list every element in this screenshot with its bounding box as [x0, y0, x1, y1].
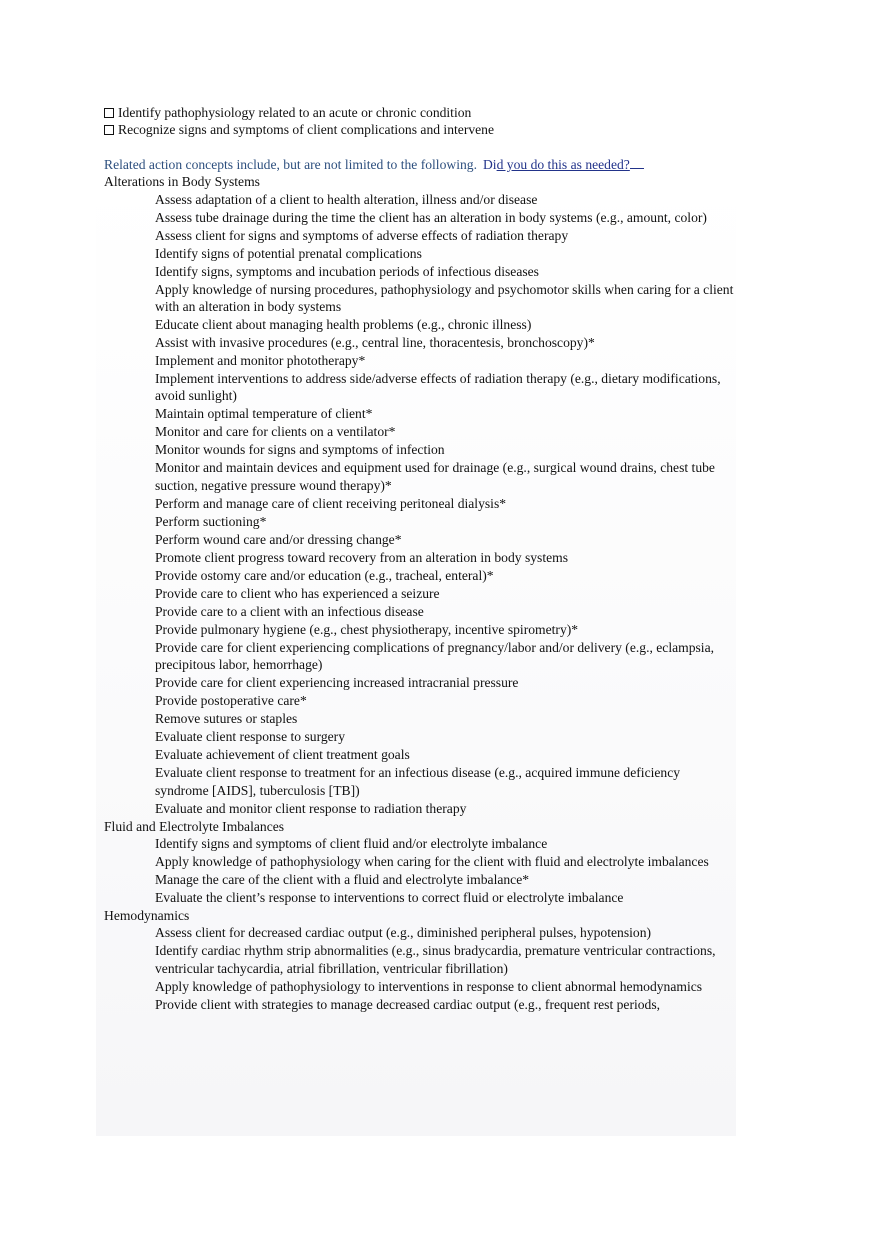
list-item: Assist with invasive procedures (e.g., central line, thoracentesis, bronchoscopy)* [155, 335, 595, 351]
list-item: Provide ostomy care and/or education (e.g., tracheal, enteral)* [155, 567, 494, 583]
checklist-item-label: Identify pathophysiology related to an acute or chronic condition [118, 105, 472, 120]
list-item: Provide care for client experiencing complications of pregnancy/labor and/or delivery (e.g., eclampsia, precipitous labor, hemorrhage) [155, 639, 715, 673]
list-item: Identify signs, symptoms and incubation periods of infectious diseases [155, 263, 539, 279]
list-item: Assess client for decreased cardiac output (e.g., diminished peripheral pulses, hypotension) [155, 925, 652, 941]
list-item: Apply knowledge of nursing procedures, pathophysiology and psychomotor skills when caring for a client with an alteration in body systems [155, 281, 734, 315]
list-item: Evaluate achievement of client treatment goals [155, 747, 410, 763]
checklist-item [104, 121, 744, 138]
list-item: Promote client progress toward recovery from an alteration in body systems [155, 549, 568, 565]
list-item: Maintain optimal temperature of client* [155, 406, 373, 422]
did-prefix: Di [482, 156, 497, 172]
list-item: Remove sutures or staples [155, 711, 298, 727]
list-item: Apply knowledge of pathophysiology when caring for the client with fluid and electrolyte imbalances [155, 854, 709, 870]
list-item: Perform wound care and/or dressing change* [155, 531, 402, 547]
list-item: Provide care for client experiencing increased intracranial pressure [155, 675, 519, 691]
list-item: Provide postoperative care* [155, 693, 307, 709]
related-concepts-line [104, 156, 744, 173]
sections-container [104, 173, 744, 1013]
checklist-item [104, 104, 744, 121]
checklist-item-label: Recognize signs and symptoms of client complications and intervene [118, 122, 495, 138]
list-item: Assess tube drainage during the time the client has an alteration in body systems (e.g., amount, color) [155, 209, 707, 225]
list-item: Provide care to client who has experienced a seizure [155, 585, 440, 601]
list-item: Evaluate the client’s response to interventions to correct fluid or electrolyte imbalance [155, 890, 624, 906]
section-title: Hemodynamics [104, 908, 190, 924]
section-item-list [104, 191, 744, 817]
did-you-do-this-link[interactable] [483, 157, 644, 172]
list-item: Evaluate client response to treatment for an infectious disease (e.g., acquired immune deficiency syndrome [AIDS], tuberculosis [TB]) [155, 765, 681, 798]
list-item: Manage the care of the client with a fluid and electrolyte imbalance* [155, 872, 530, 888]
list-item: Provide care to a client with an infectious disease [155, 603, 424, 619]
section-title: Fluid and Electrolyte Imbalances [104, 818, 285, 834]
list-item: Identify cardiac rhythm strip abnormalities (e.g., sinus bradycardia, premature ventricular contractions, ventricular tachycardia, atrial fibrillation, ventricular fibrillation) [155, 943, 716, 976]
related-intro: Related action concepts include, but are not limited to the following. [104, 156, 477, 172]
checkbox-icon [104, 108, 114, 118]
did-rest: d you do this as needed? [496, 156, 630, 172]
list-item: Monitor and care for clients on a ventilator* [155, 424, 396, 440]
list-item: Assess adaptation of a client to health alteration, illness and/or disease [155, 191, 538, 207]
list-item: Assess client for signs and symptoms of adverse effects of radiation therapy [155, 227, 569, 243]
list-item: Monitor wounds for signs and symptoms of infection [155, 442, 445, 458]
section-item-list [104, 835, 744, 906]
list-item: Identify signs and symptoms of client fluid and/or electrolyte imbalance [155, 836, 548, 852]
list-item: Evaluate and monitor client response to radiation therapy [155, 800, 467, 816]
list-item: Implement interventions to address side/adverse effects of radiation therapy (e.g., dietary modifications, avoid sunlight) [155, 371, 721, 404]
list-item: Perform suctioning* [155, 513, 267, 529]
underline-tail [630, 156, 644, 169]
list-item: Provide client with strategies to manage decreased cardiac output (e.g., frequent rest periods, [155, 996, 661, 1012]
section-title: Alterations in Body Systems [104, 174, 260, 190]
list-item: Perform and manage care of client receiving peritoneal dialysis* [155, 495, 507, 511]
list-item: Apply knowledge of pathophysiology to interventions in response to client abnormal hemodynamics [155, 978, 703, 994]
list-item: Provide pulmonary hygiene (e.g., chest physiotherapy, incentive spirometry)* [155, 621, 579, 637]
document-content [104, 104, 744, 1014]
list-item: Evaluate client response to surgery [155, 729, 346, 745]
checkbox-icon [104, 125, 114, 135]
section-item-list [104, 924, 744, 1013]
list-item: Monitor and maintain devices and equipment used for drainage (e.g., surgical wound drains, chest tube suction, negative pressure wound therapy)* [155, 460, 715, 493]
list-item: Identify signs of potential prenatal complications [155, 245, 422, 261]
list-item: Implement and monitor phototherapy* [155, 353, 366, 369]
list-item: Educate client about managing health problems (e.g., chronic illness) [155, 317, 532, 333]
